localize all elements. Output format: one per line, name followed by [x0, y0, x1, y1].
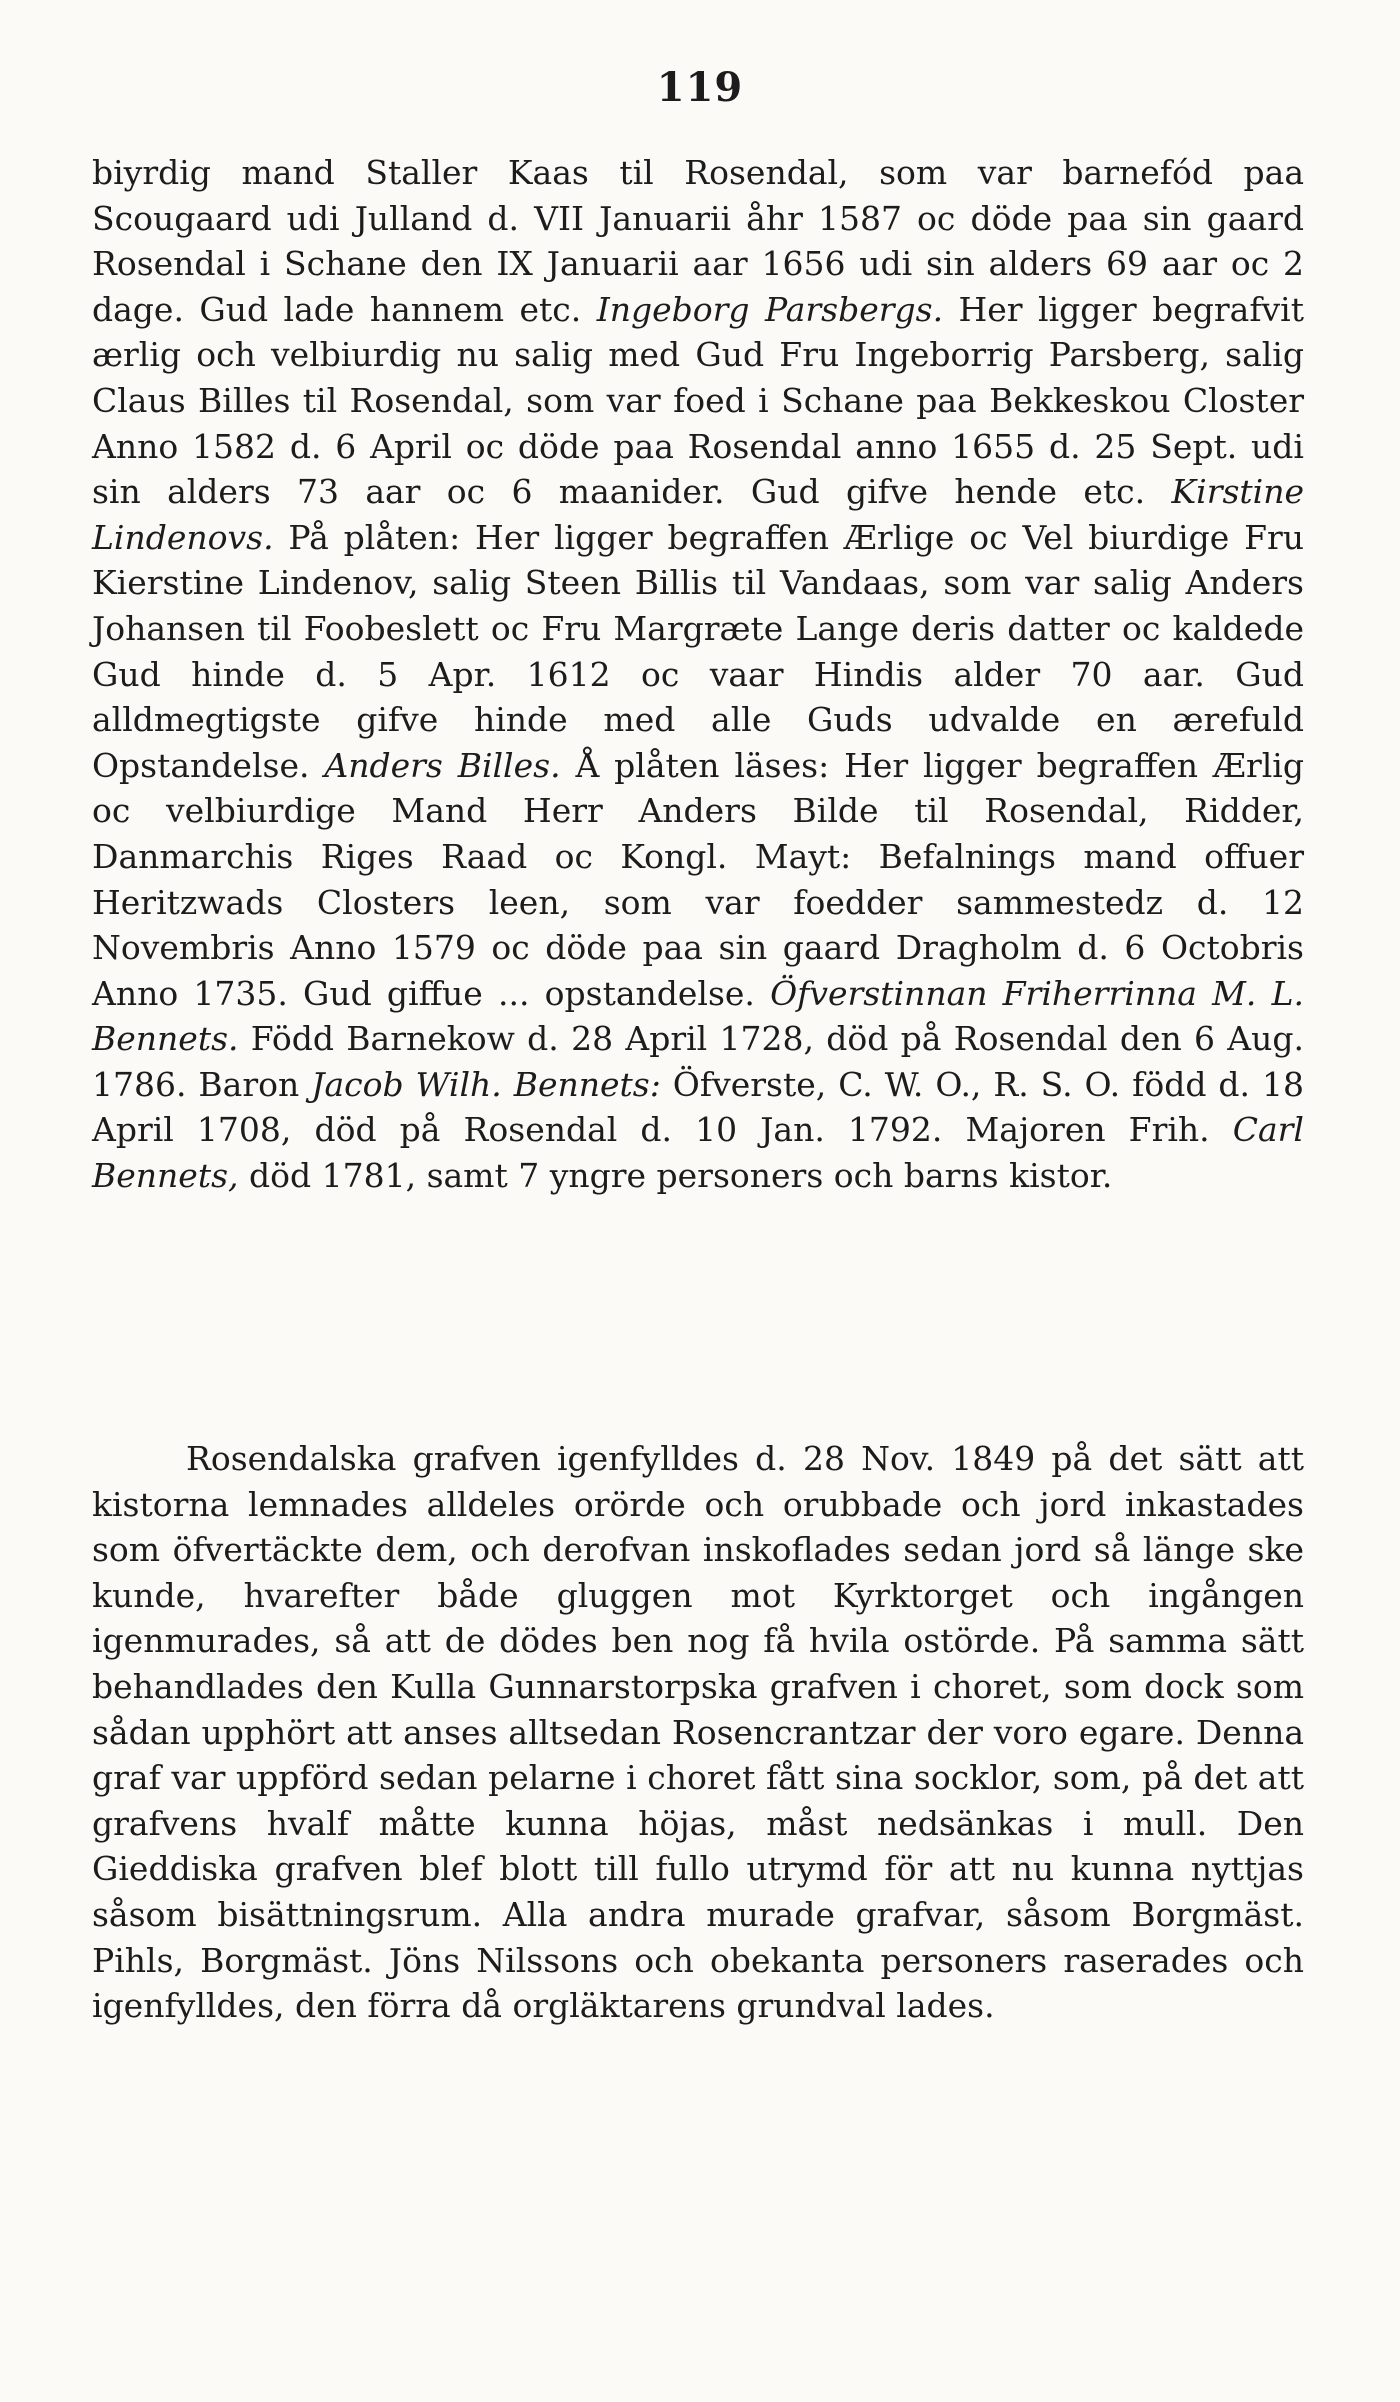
- name-heading: Jacob Wilh. Bennets:: [311, 1064, 661, 1104]
- text-segment: Her ligger begrafvit ærlig och velbiurdig nu salig med Gud Fru Ingeborrig Parsberg, salig Claus Billes til Rosendal, som var foed i Schane paa Bekkeskou Closter Anno 1582 d. 6 April oc döde paa Rosendal anno 1655 d. 25 Sept. udi sin alders 73 aar oc 6 maanider. Gud gifve hende etc.: [92, 289, 1304, 512]
- paragraph-2: [92, 1436, 1304, 2029]
- text-segment: Född Barnekow d. 28 April 1728, död på Rosendal den 6 Aug. 1786. Baron: [92, 1019, 1304, 1104]
- text-segment: På plåten: Her ligger begraffen Ærlige oc Vel biurdige Fru Kierstine Lindenov, salig Steen Billis til Vandaas, som var salig Anders Johansen til Foobeslett oc Fru Margræte Lange deris datter oc kaldede Gud hinde d. 5 Apr. 1612 oc vaar Hindis alder 70 aar. Gud alldmegtigste gifve hinde med alle Guds udvalde en ærefuld Opstandelse.: [92, 517, 1304, 785]
- name-heading: Kirstine Lindenovs.: [92, 472, 1304, 557]
- name-heading: Öfverstinnan Friherrinna M. L. Bennets.: [92, 973, 1304, 1059]
- text-segment: Å plåten läses: Her ligger begraffen Ærlig oc velbiurdige Mand Herr Anders Bilde til Rosendal, Ridder, Danmarchis Riges Raad oc Kongl. Mayt: Befalnings mand offuer Heritzwads Closters leen, som var foedder sammestedz d. 12 Novembris Anno 1579 oc döde paa sin gaard Dragholm d. 6 Octobris Anno 1735. Gud giffue ... opstandelse.: [92, 745, 1304, 1013]
- name-heading: Anders Billes.: [324, 745, 561, 785]
- text-segment: Öfverste, C. W. O., R. S. O. född d. 18 April 1708, död på Rosendal d. 10 Jan. 1792. Majoren Frih.: [92, 1064, 1304, 1150]
- page-number: 119: [656, 64, 744, 111]
- text-segment: biyrdig mand Staller Kaas til Rosendal, som var barnefód paa Scougaard udi Julland d. VII Januarii åhr 1587 oc döde paa sin gaard Rosendal i Schane den IX Januarii aar 1656 udi sin alders 69 aar oc 2 dage. Gud lade hannem etc.: [92, 153, 1304, 329]
- name-heading: Ingeborg Parsbergs.: [596, 289, 944, 329]
- text-segment: Rosendalska grafven igenfylldes d. 28 Nov. 1849 på det sätt att kistorna lemnades alldeles orörde och orubbade och jord inkastades som öfvertäckte dem, och derofvan inskoflades sedan jord så länge ske kunde, hvarefter både gluggen mot Kyrktorget och ingången igenmurades, så att de dödes ben nog få hvila ostörde. På samma sätt behandlades den Kulla Gunnarstorpska grafven i choret, som dock som sådan upphört att anses alltsedan Rosencrantzar der voro egare. Denna graf var uppförd sedan pelarne i choret fått sina socklor, som, på det att grafvens hvalf måtte kunna höjas, måst nedsänkas i mull. Den Gieddiska grafven blef blott till fullo utrymd för att nu kunna nyttjas såsom bisättningsrum. Alla andra murade grafvar, såsom Borgmäst. Pihls, Borgmäst. Jöns Nilssons och obekanta personers raserades och igenfylldes, den förra då orgläktarens grundval lades.: [92, 1439, 1304, 2026]
- text-segment: död 1781, samt 7 yngre personers och barns kistor.: [238, 1156, 1113, 1196]
- name-heading: Carl Bennets,: [92, 1110, 1304, 1196]
- paragraph-1: [92, 150, 1304, 1199]
